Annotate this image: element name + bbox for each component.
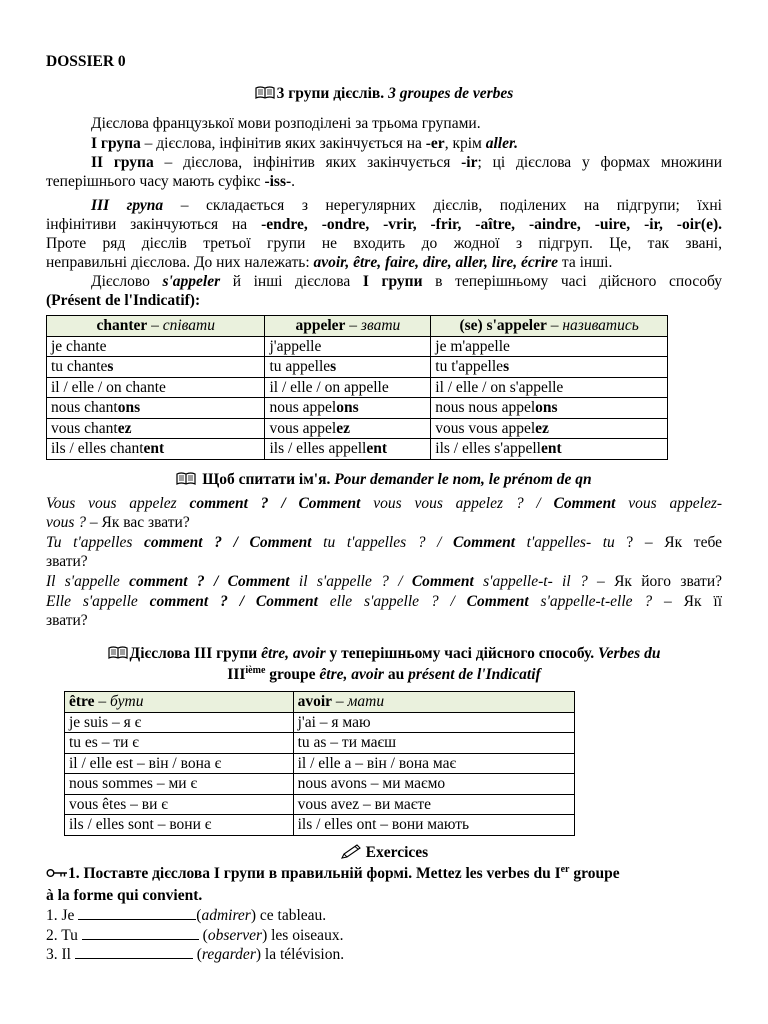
header-etre: être – бути [65, 692, 294, 713]
dossier-title: DOSSIER 0 [46, 53, 126, 70]
book-icon [176, 472, 196, 486]
table-row: ils / elles chantent ils / elles appellent ils / elles s'appellent [47, 439, 668, 460]
table-row: il / elle est – він / вона є il / elle a – він / вона має [65, 753, 575, 774]
table-row: vous chantez vous appelez vous vous appelez [47, 418, 668, 439]
question-il: Il s'appelle comment ? / Comment il s'appelle ? / Comment s'appelle-t- il ? – Як його звати? [46, 573, 722, 590]
table-header-row [47, 316, 668, 337]
header-chanter: chanter – співати [47, 316, 265, 337]
key-icon [46, 867, 68, 879]
question-elle-cont: звати? [46, 612, 88, 629]
question-elle: Elle s'appelle comment ? / Comment elle s'appelle ? / Comment s'appelle-t-elle ? – Як її [46, 593, 722, 610]
table-row: tu es – ти є tu as – ти маєш [65, 733, 575, 754]
sappeler-intro-tense: (Présent de l'Indicatif): [46, 292, 201, 309]
question-vous: Vous vous appelez comment ? / Comment vous vous appelez ? / Comment vous appelez- [46, 495, 723, 512]
header-avoir: avoir – мати [293, 692, 574, 713]
conjugation-table-etre-avoir [64, 691, 575, 836]
question-tu-cont: звати? [46, 553, 88, 570]
exercices-heading: Exercices [0, 841, 768, 863]
heading-etre-avoir-cont: IIIième groupe être, avoir au présent de l'Indicatif [227, 664, 541, 683]
table-row: je suis – я є j'ai – я маю [65, 712, 575, 733]
header-appeler: appeler – звати [265, 316, 431, 337]
question-vous-cont: vous ? – Як вас звати? [46, 514, 190, 531]
answer-blank-2[interactable] [82, 925, 199, 940]
table-row: nous sommes – ми є nous avons – ми маємо [65, 774, 575, 795]
exercise-item-1: 1. Je (admirer) ce tableau. [46, 907, 327, 924]
conjugation-table-group1 [46, 315, 668, 460]
table-header-row [65, 692, 575, 713]
group3-text-line3: Проте ряд дієслів третьої групи не входить до жодної з підгруп. Це, так звані, [46, 235, 722, 252]
header-sappeler: (se) s'appeler – називатись [431, 316, 668, 337]
answer-blank-3[interactable] [75, 944, 193, 959]
pencil-icon [340, 844, 362, 860]
table-row: ils / elles sont – вони є ils / elles ont – вони мають [65, 815, 575, 836]
group1-text: I група – дієслова, інфінітив яких закінчується на -er, крім aller. [91, 135, 519, 152]
exercise1-instruction-cont: à la forme qui convient. [46, 887, 203, 904]
exercise-item-2: 2. Tu (observer) les oiseaux. [46, 927, 344, 944]
group2-text-cont: теперішнього часу мають суфікс -iss-. [46, 173, 296, 190]
table-row: il / elle / on chante il / elle / on appelle il / elle / on s'appelle [47, 377, 668, 398]
group2-text: II група – дієслова, інфінітив яких закінчується -ir; ці дієслова у формах множини [91, 154, 722, 171]
heading-verb-groups: 3 групи дієслів. 3 groupes de verbes [0, 84, 768, 104]
question-tu: Tu t'appelles comment ? / Comment tu t'appelles ? / Comment t'appelles- tu ? – Як тебе [46, 534, 723, 551]
group3-endings: інфінітиви закінчуються на -endre, -ondre, -vrir, -frir, -aître, -aindre, -uire, -ir, -oir(e). [46, 216, 722, 233]
group3-text: III група – складається з нерегулярних дієслів, поділених на підгрупи; їхні [91, 197, 722, 214]
answer-blank-1[interactable] [78, 905, 196, 920]
book-icon [255, 86, 275, 100]
table-row: nous chantons nous appelons nous nous appelons [47, 398, 668, 419]
group3-irregulars: неправильні дієслова. До них належать: avoir, être, faire, dire, aller, lire, écrire та інші. [46, 254, 613, 271]
exercise-item-3: 3. Il (regarder) la télévision. [46, 946, 345, 963]
book-icon [108, 646, 128, 660]
heading-etre-avoir: Дієслова III групи être, avoir у теперішньому часі дійсного способу. Verbes du [0, 644, 768, 664]
table-row: tu chantes tu appelles tu t'appelles [47, 357, 668, 378]
table-row: je chante j'appelle je m'appelle [47, 336, 668, 357]
exercise1-instruction: 1. Поставте дієслова I групи в правильній формі. Mettez les verbes du Ier groupe [46, 864, 722, 884]
heading-ask-name: Щоб спитати ім'я. Pour demander le nom, le prénom de qn [0, 470, 768, 490]
table-row: vous êtes – ви є vous avez – ви маєте [65, 794, 575, 815]
intro-text: Дієслова французької мови розподілені за трьома групами. [91, 115, 481, 132]
sappeler-intro: Дієслово s'appeler й інші дієслова I групи в теперішньому часі дійсного способу [91, 273, 723, 290]
